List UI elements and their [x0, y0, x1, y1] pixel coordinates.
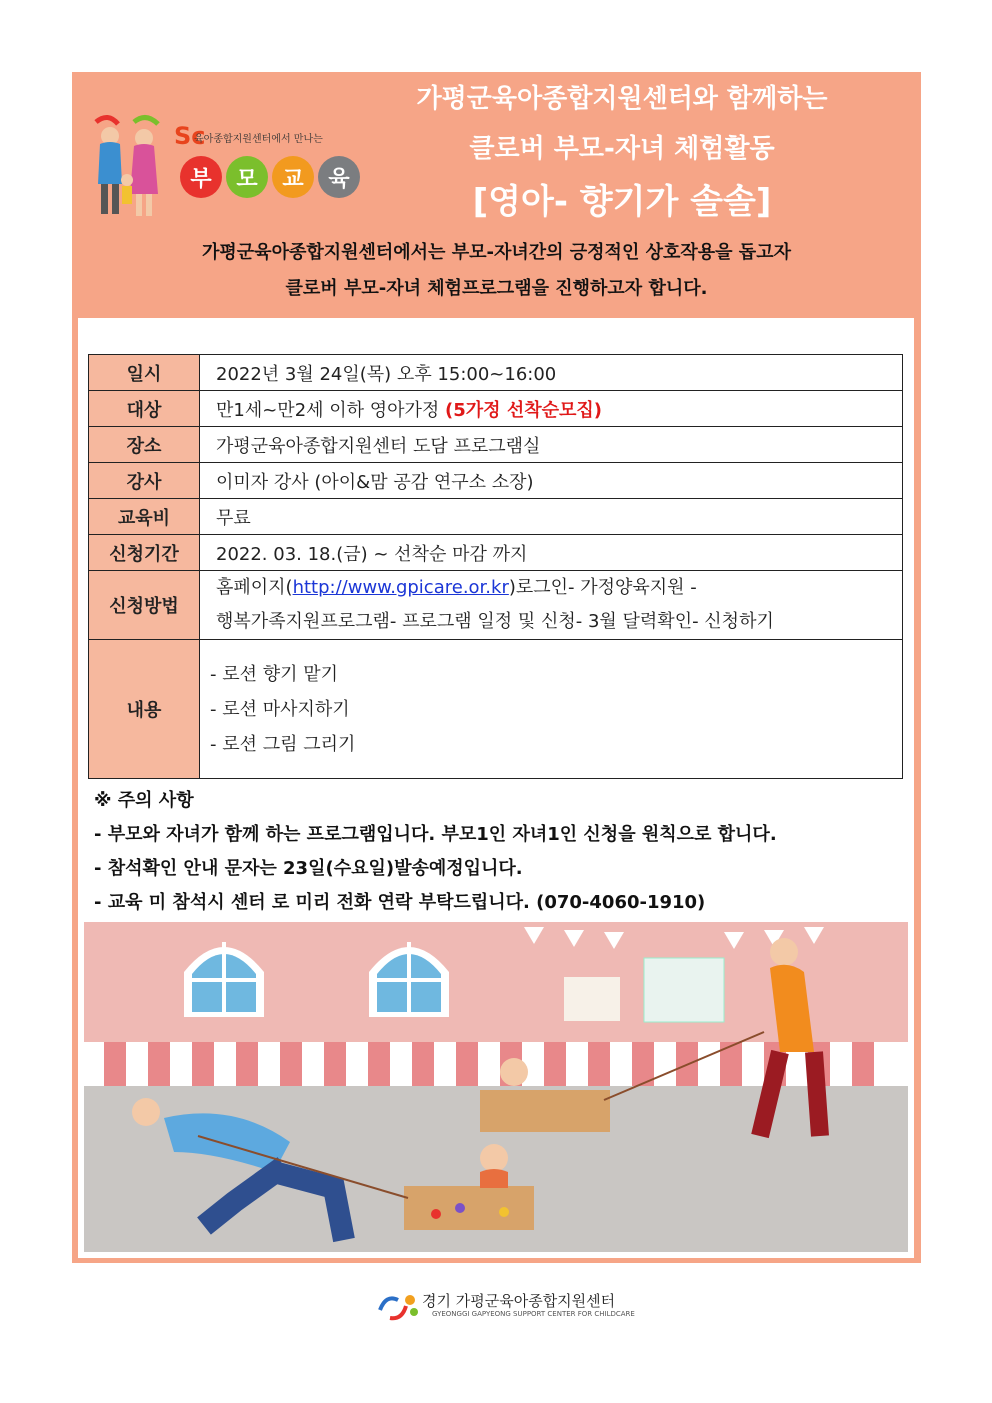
- parent-education-logo: [88, 114, 358, 224]
- family-illustration-icon: [88, 114, 168, 224]
- homepage-link[interactable]: http://www.gpicare.or.kr: [292, 577, 509, 598]
- table-row: [89, 571, 903, 640]
- family-play-illustration: [84, 922, 908, 1252]
- method-prefix: 홈페이지(: [216, 577, 293, 598]
- notice-section: [94, 786, 777, 922]
- title-line-3: [영아- 향기가 솔솔]: [472, 182, 772, 222]
- logo-circle-3: 교: [272, 156, 314, 198]
- center-logo-icon: [376, 1290, 420, 1324]
- title-line-1: 가평군육아종합지원센터와 함께하는: [416, 84, 828, 114]
- flyer-body: [78, 318, 914, 1258]
- row-value: 무료: [200, 499, 903, 535]
- logo-subtitle: 육아종합지원센터에서 만나는: [194, 134, 323, 145]
- row-value: 이미자 강사 (아이&맘 공감 연구소 소장): [200, 463, 903, 499]
- notice-heading: ※ 주의 사항: [94, 790, 194, 811]
- notice-item: - 교육 미 참석시 센터 로 미리 전화 연락 부탁드립니다. (070-4060-1910): [94, 892, 706, 913]
- row-label: 장소: [89, 427, 200, 463]
- title-line-2: 클로버 부모-자녀 체험활동: [469, 134, 775, 164]
- footer-center-name: 경기 가평군육아종합지원센터: [422, 1292, 616, 1310]
- row-value: 2022년 3월 24일(목) 오후 15:00~16:00: [200, 355, 903, 391]
- center-logo-mark-icon: Sc: [174, 122, 206, 150]
- row-label: 교육비: [89, 499, 200, 535]
- target-text: 만1세~만2세 이하 영아가정: [216, 399, 446, 421]
- notice-item: - 참석확인 안내 문자는 23일(수요일)발송예정입니다.: [94, 858, 523, 879]
- row-value: 가평군육아종합지원센터 도담 프로그램실: [200, 427, 903, 463]
- footer-center-english: GYEONGGI GAPYEONG SUPPORT CENTER FOR CHILDCARE: [432, 1310, 635, 1318]
- table-row: [89, 463, 903, 499]
- table-row: [89, 535, 903, 571]
- logo-circle-4: 육: [318, 156, 360, 198]
- table-row: [89, 640, 903, 779]
- recruit-highlight: (5가정 선착순모집): [445, 399, 602, 421]
- program-info-table: [88, 354, 903, 779]
- row-label: 강사: [89, 463, 200, 499]
- row-label: 대상: [89, 391, 200, 427]
- row-value: [200, 571, 903, 640]
- method-line-2: 행복가족지원프로그램- 프로그램 일정 및 신청- 3월 달력확인- 신청하기: [216, 611, 774, 632]
- table-row: [89, 355, 903, 391]
- content-item: - 로션 그림 그리기: [210, 733, 356, 755]
- row-label: 내용: [89, 640, 200, 779]
- row-label: 일시: [89, 355, 200, 391]
- content-item: - 로션 마사지하기: [210, 698, 350, 720]
- logo-circle-1: 부: [180, 156, 222, 198]
- logo-circle-2: 모: [226, 156, 268, 198]
- content-item: - 로션 향기 맡기: [210, 663, 338, 685]
- flyer-header: [72, 72, 921, 318]
- row-label: 신청기간: [89, 535, 200, 571]
- method-suffix: )로그인- 가정양육지원 -: [508, 577, 697, 598]
- row-value: 2022. 03. 18.(금) ~ 선착순 마감 까지: [200, 535, 903, 571]
- table-row: [89, 499, 903, 535]
- row-value: [200, 640, 903, 779]
- intro-line-2: 클로버 부모-자녀 체험프로그램을 진행하고자 합니다.: [285, 278, 708, 299]
- row-label: 신청방법: [89, 571, 200, 640]
- flyer-frame: [72, 72, 921, 1263]
- center-footer-logo: [376, 1290, 636, 1330]
- intro-line-1: 가평군육아종합지원센터에서는 부모-자녀간의 긍정적인 상호작용을 돕고자: [202, 242, 791, 263]
- row-value: [200, 391, 903, 427]
- table-row: [89, 391, 903, 427]
- notice-item: - 부모와 자녀가 함께 하는 프로그램입니다. 부모1인 자녀1인 신청을 원칙으로 합니다.: [94, 824, 777, 845]
- table-row: [89, 427, 903, 463]
- logo-circles: [180, 156, 360, 198]
